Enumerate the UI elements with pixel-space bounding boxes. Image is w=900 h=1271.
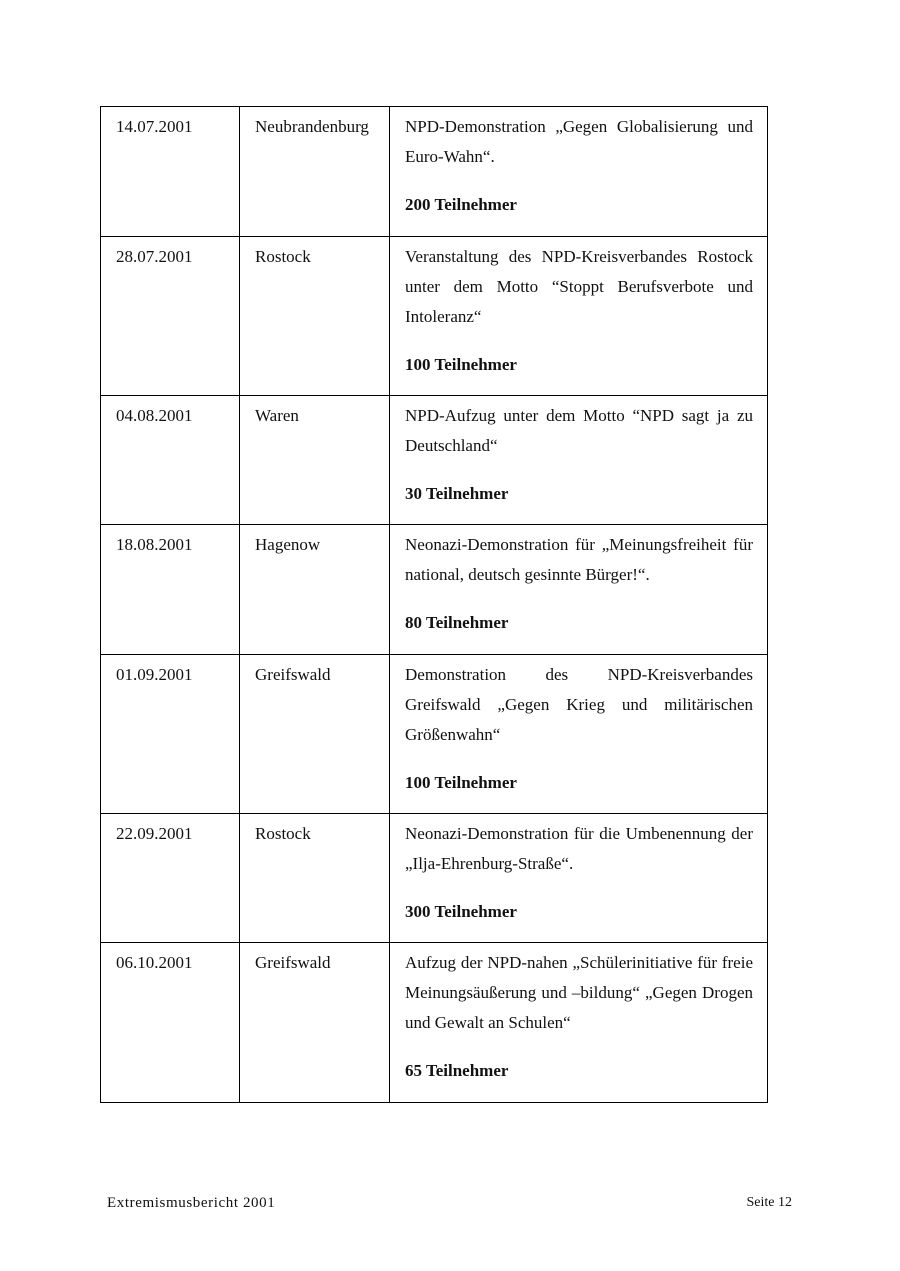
description-cell bbox=[390, 525, 768, 655]
table-row bbox=[101, 814, 768, 943]
description-cell bbox=[390, 396, 768, 525]
event-description: Neonazi-Demonstration für „Meinungsfreiheit für national, deutsch gesinnte Bürger!“. bbox=[405, 535, 753, 584]
description-cell bbox=[390, 237, 768, 396]
participant-count: 80 Teilnehmer bbox=[405, 613, 509, 632]
table-row bbox=[101, 107, 768, 237]
description-cell bbox=[390, 107, 768, 237]
date-cell: 01.09.2001 bbox=[101, 655, 240, 814]
footer-report-title: Extremismusbericht 2001 bbox=[107, 1195, 276, 1211]
date-cell: 28.07.2001 bbox=[101, 237, 240, 396]
date-cell: 22.09.2001 bbox=[101, 814, 240, 943]
place-cell: Rostock bbox=[240, 237, 390, 396]
description-cell bbox=[390, 814, 768, 943]
table-row bbox=[101, 943, 768, 1103]
events-table bbox=[100, 106, 768, 1103]
date-cell: 18.08.2001 bbox=[101, 525, 240, 655]
place-cell: Greifswald bbox=[240, 943, 390, 1103]
description-cell bbox=[390, 943, 768, 1103]
place-cell: Waren bbox=[240, 396, 390, 525]
participant-count: 30 Teilnehmer bbox=[405, 484, 509, 503]
date-cell: 14.07.2001 bbox=[101, 107, 240, 237]
event-description: Aufzug der NPD-nahen „Schülerinitiative für freie Meinungsäußerung und –bildung“ „Gegen Drogen und Gewalt an Schulen“ bbox=[405, 953, 753, 1032]
table-row bbox=[101, 237, 768, 396]
event-description: Neonazi-Demonstration für die Umbenennung der „Ilja-Ehrenburg-Straße“. bbox=[405, 824, 753, 873]
participant-count: 100 Teilnehmer bbox=[405, 773, 517, 792]
table-row bbox=[101, 396, 768, 525]
event-description: Veranstaltung des NPD-Kreisverbandes Rostock unter dem Motto “Stoppt Berufsverbote und Intoleranz“ bbox=[405, 247, 753, 326]
table-row bbox=[101, 655, 768, 814]
date-cell: 04.08.2001 bbox=[101, 396, 240, 525]
footer-page-number: Seite 12 bbox=[746, 1195, 792, 1210]
table-row bbox=[101, 525, 768, 655]
place-cell: Neubrandenburg bbox=[240, 107, 390, 237]
participant-count: 200 Teilnehmer bbox=[405, 195, 517, 214]
place-cell: Rostock bbox=[240, 814, 390, 943]
date-cell: 06.10.2001 bbox=[101, 943, 240, 1103]
participant-count: 65 Teilnehmer bbox=[405, 1061, 509, 1080]
event-description: Demonstration des NPD-Kreisverbandes Greifswald „Gegen Krieg und militärischen Größenwahn“ bbox=[405, 665, 753, 744]
description-cell bbox=[390, 655, 768, 814]
participant-count: 100 Teilnehmer bbox=[405, 355, 517, 374]
event-description: NPD-Aufzug unter dem Motto “NPD sagt ja zu Deutschland“ bbox=[405, 406, 753, 455]
place-cell: Hagenow bbox=[240, 525, 390, 655]
event-description: NPD-Demonstration „Gegen Globalisierung und Euro-Wahn“. bbox=[405, 117, 753, 166]
participant-count: 300 Teilnehmer bbox=[405, 902, 517, 921]
place-cell: Greifswald bbox=[240, 655, 390, 814]
